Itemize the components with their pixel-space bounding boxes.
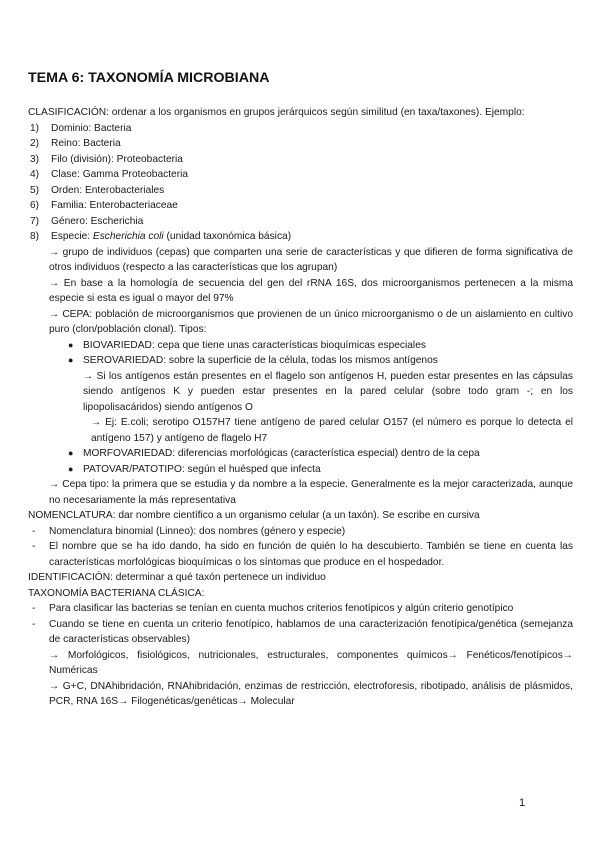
list-item: 2) Reino: Bacteria <box>30 138 121 149</box>
bullet-morfovariedad: ● MORFOVARIEDAD: diferencias morfológicas (característica especial) dentro de la cepa <box>28 446 573 462</box>
serovariedad-note-example: → Ej: E.coli; serotipo O157H7 tiene antígeno de pared celular O157 (el número es porque lo detecta el antígeno 157) y antígeno de flagelo H7 <box>91 417 573 444</box>
taxonomia-item: - Para clasificar las bacterias se tenían en cuenta muchos criterios fenotípicos y algún criterio genotípico <box>32 603 514 614</box>
list-item: 3) Filo (división): Proteobacteria <box>30 153 183 165</box>
especie-definition: → grupo de individuos (cepas) que comparten una serie de características y que difieren de forma significativa de otros individuos (respecto a las características que los agrupan) <box>49 246 573 273</box>
list-item: 7) Género: Escherichia <box>30 215 144 227</box>
cepa-tipo-note: → Cepa tipo: la primera que se estudia y da nombre a la especie. Generalmente es la mejor caracterizada, aunque no necesariamente la más representativa <box>49 479 573 506</box>
homologia-note: → En base a la homología de secuencia del gen del rRNA 16S, dos microorganismos pertenecen a la misma especie si esta es igual o mayor del 97% <box>49 277 573 304</box>
list-item: 1) Dominio: Bacteria <box>30 122 132 134</box>
bullet-biovariedad: ● BIOVARIEDAD: cepa que tiene unas características bioquímicas especiales <box>28 338 573 354</box>
nomenclatura-intro: NOMENCLATURA: dar nombre científico a un organismo celular (a un taxón). Se escribe en cursiva <box>28 510 480 521</box>
especie-name: Escherichia coli <box>92 231 164 242</box>
page-number: 1 <box>519 797 526 809</box>
nomenclatura-item: - Nomenclatura binomial (Linneo): dos nombres (género y especie) <box>32 525 346 537</box>
taxonomia-note-geneticos: → G+C, DNAhibridación, RNAhibridación, enzimas de restricción, electroforesis, ribotipado, análisis de plásmidos, PCR, RNA 16S→ Filogenéticas/genéticas→ Molecular <box>49 680 573 707</box>
list-item-especie: 8) Especie: Escherichia coli (unidad taxonómica básica) <box>30 231 292 242</box>
bullet-icon: ● <box>68 448 74 458</box>
bullet-serovariedad: ● SEROVARIEDAD: sobre la superficie de la célula, todas los mismos antígenos <box>28 353 573 369</box>
bullet-icon: ● <box>68 339 74 350</box>
taxonomia-note-fenotipicos: → Morfológicos, fisiológicos, nutricionales, estructurales, componentes químicos→ Fenéticos/fenotípicos→ Numéricas <box>49 649 573 676</box>
list-item: 5) Orden: Enterobacteriales <box>30 184 165 196</box>
document-title: TEMA 6: TAXONOMÍA MICROBIANA <box>28 70 270 86</box>
clasificacion-intro: CLASIFICACIÓN: ordenar a los organismos en grupos jerárquicos según similitud (en taxa/taxones). Ejemplo: <box>28 107 525 118</box>
serovariedad-note-antigens: → Si los antígenos están presentes en el flagelo son antígenos H, pueden estar presentes en las cápsulas siendo antígenos K y pueden estar presentes en la pared celular (sobre todo gram -; en los lipopolisacáridos) siendo antígenos O <box>83 370 573 413</box>
document-body <box>28 105 573 710</box>
taxonomia-item: - Cuando se tiene en cuenta un criterio fenotípico, hablamos de una caracterización fenotípica/genética (semejanza de características observables) <box>32 618 573 645</box>
list-item: 6) Familia: Enterobacteriaceae <box>30 200 178 211</box>
identificacion-definition: IDENTIFICACIÓN: determinar a qué taxón pertenece un individuo <box>28 572 326 583</box>
bullet-icon: ● <box>68 355 74 365</box>
taxonomia-intro: TAXONOMÍA BACTERIANA CLÁSICA: <box>28 587 205 599</box>
list-item: 4) Clase: Gamma Proteobacteria <box>30 169 189 180</box>
cepa-definition: → CEPA: población de microorganismos que provienen de un único microorganismo o de un aislamiento en cultivo puro (clon/población clonal). Tipos: <box>49 308 573 335</box>
nomenclatura-item: - El nombre que se ha ido dando, ha sido en función de quién lo ha descubierto. También se tiene en cuenta las características morfológicas bioquímicas o los síntomas que produce en el hospedador. <box>32 541 573 568</box>
clasificacion-list <box>28 121 573 245</box>
bullet-icon: ● <box>68 463 74 474</box>
bullet-patovar: ● PATOVAR/PATOTIPO: según el huésped que infecta <box>28 462 573 478</box>
